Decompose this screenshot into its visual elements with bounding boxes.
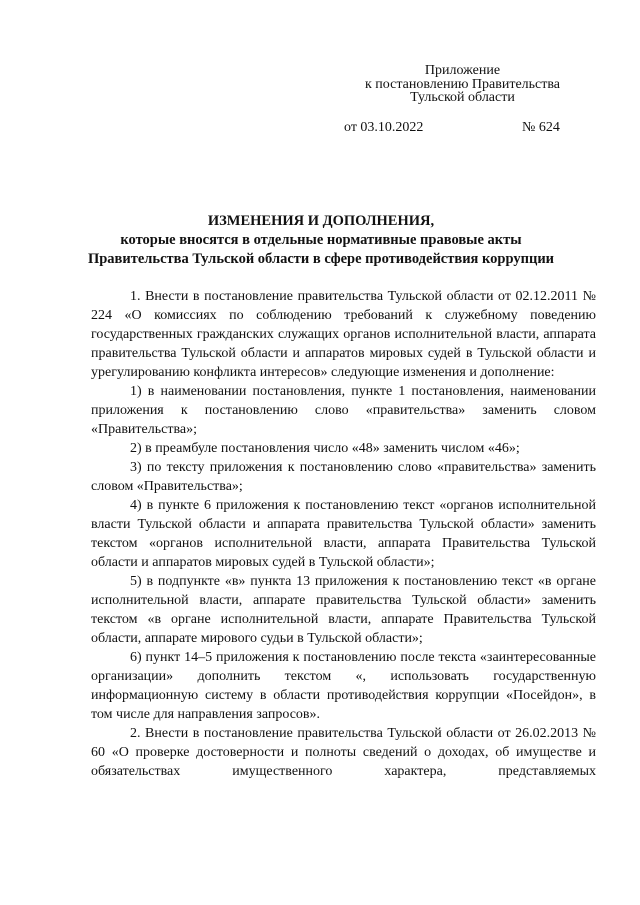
annex-line: Приложение <box>424 63 501 78</box>
document-body <box>91 287 596 781</box>
annex-line: Тульской области <box>410 90 515 105</box>
paragraph: 5) в подпункте «в» пункта 13 приложения к постановлению текст «в органе исполнительной власти, аппарате правительства Тульской области» заменить текстом «в органе исполнительной власти, аппарате Правительства Тульской области, аппарате мирового судьи в Тульской области»; <box>91 574 596 646</box>
document-number: № 624 <box>522 120 560 135</box>
document-date: от 03.10.2022 <box>344 120 424 135</box>
paragraph: 2. Внести в постановление правительства Тульской области от 26.02.2013 № 60 «О проверке достоверности и полноты сведений о доходах, об имуществе и обязательствах имущественного характера, представляемых <box>91 726 596 779</box>
paragraph: 1) в наименовании постановления, пункте 1 постановления, наименовании приложения к постановлению слово «правительства» заменить словом «Правительства»; <box>91 384 596 437</box>
annex-block <box>355 64 570 105</box>
paragraph: 3) по тексту приложения к постановлению слово «правительства» заменить словом «Правительства»; <box>91 460 596 494</box>
title-line: которые вносятся в отдельные нормативные правовые акты <box>120 232 522 248</box>
document-title <box>60 212 582 269</box>
paragraph: 6) пункт 14–5 приложения к постановлению после текста «заинтересованные организации» дополнить текстом «, использовать государственную информационную систему в области противодействия коррупции «Посейдон», в том числе для направления запросов». <box>91 650 596 722</box>
annex-line: к постановлению Правительства <box>364 76 561 92</box>
title-line: Правительства Тульской области в сфере противодействия коррупции <box>87 251 555 267</box>
paragraph: 2) в преамбуле постановления число «48» заменить числом «46»; <box>130 441 520 456</box>
paragraph: 1. Внести в постановление правительства Тульской области от 02.12.2011 № 224 «О комиссиях по соблюдению требований к служебному поведению государственных гражданских служащих органов исполнительной власти, аппарата правительства Тульской области и аппаратов мировых судей в Тульской области и урегулированию конфликта интересов» следующие изменения и дополнение: <box>91 289 596 380</box>
title-line: ИЗМЕНЕНИЯ И ДОПОЛНЕНИЯ, <box>207 213 435 229</box>
paragraph: 4) в пункте 6 приложения к постановлению текст «органов исполнительной власти Тульской области и аппарата правительства Тульской области» заменить текстом «органов исполнительной власти, аппарата Правительства Тульской области и аппаратов мировых судей в Тульской области»; <box>91 498 596 570</box>
